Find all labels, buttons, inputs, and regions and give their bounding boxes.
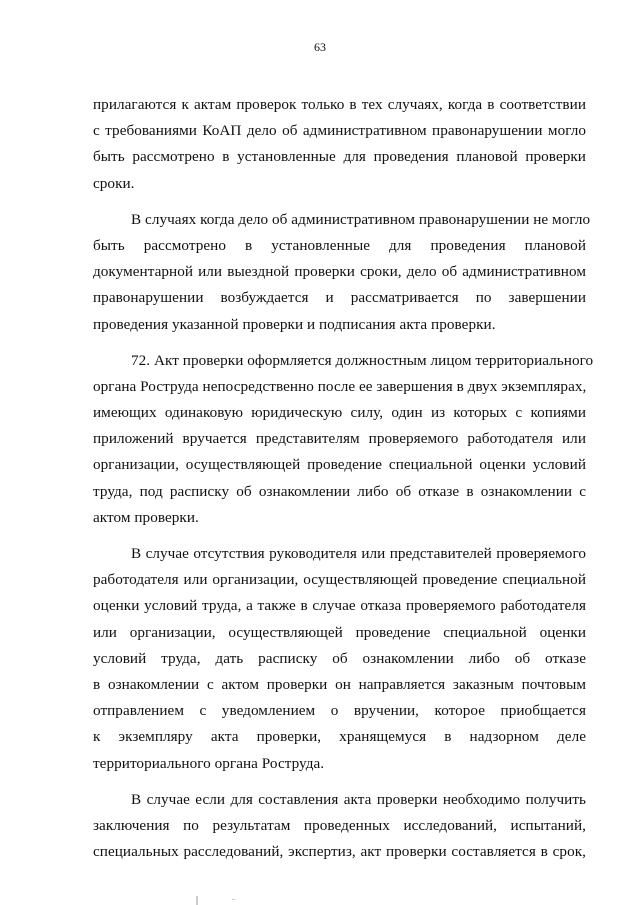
- text-line: приложений вручается представителям проверяемого работодателя или: [93, 430, 586, 448]
- page-number: 63: [314, 40, 326, 54]
- text-line: или организации, осуществляющей проведение специальной оценки: [93, 623, 586, 641]
- text-line: специальных расследований, экспертиз, акт проверки составляется в срок,: [93, 843, 586, 861]
- text-line: территориального органа Роструда.: [93, 754, 325, 772]
- text-line: работодателя или организации, осуществляющей проведение специальной: [93, 571, 586, 589]
- text-line: быть рассмотрено в установленные для проведения плановой проверки: [93, 148, 586, 166]
- paragraph: [93, 541, 586, 777]
- scan-artifact: [196, 896, 198, 905]
- text-line: быть рассмотрено в установленные для проведения плановой: [93, 236, 586, 254]
- text-line: органа Роструда непосредственно после ее завершения в двух экземплярах,: [93, 377, 587, 395]
- paragraph: [93, 207, 591, 338]
- text-line: заключения по результатам проведенных исследований, испытаний,: [93, 816, 586, 834]
- text-line: к экземпляру акта проверки, хранящемуся в надзорном деле: [93, 728, 586, 746]
- text-line: проведения указанной проверки и подписания акта проверки.: [93, 315, 496, 333]
- text-line: В случае если для составления акта проверки необходимо получить: [131, 790, 586, 808]
- text-line: условий труда, дать расписку об ознакомлении либо об отказе: [93, 649, 586, 667]
- text-line: с требованиями КоАП дело об административном правонарушении могло: [93, 122, 586, 140]
- document-body: [93, 92, 594, 865]
- text-line: труда, под расписку об ознакомлении либо об отказе в ознакомлении с: [93, 482, 586, 500]
- text-line: актом проверки.: [93, 508, 199, 526]
- text-line: В случае отсутствия руководителя или представителей проверяемого: [131, 545, 586, 562]
- text-line: организации, осуществляющей проведение специальной оценки условий: [93, 456, 586, 474]
- text-line: правонарушении возбуждается и рассматривается по завершении: [93, 289, 586, 307]
- text-line: В случаях когда дело об административном правонарушении не могло: [131, 210, 591, 228]
- text-line: отправлением с уведомлением о вручении, которое приобщается: [93, 702, 586, 720]
- scan-artifact: [232, 899, 235, 900]
- text-line: 72. Акт проверки оформляется должностным лицом территориального: [131, 351, 594, 369]
- text-line: прилагаются к актам проверок только в тех случаях, когда в соответствии: [93, 96, 586, 113]
- paragraph-item-72: [93, 348, 594, 531]
- text-line: оценки условий труда, а также в случае отказа проверяемого работодателя: [93, 597, 586, 615]
- paragraph: [93, 787, 586, 866]
- paragraph-continuation: [93, 92, 586, 197]
- text-line: документарной или выездной проверки сроки, дело об административном: [93, 263, 586, 281]
- text-line: в ознакомлении с актом проверки он направляется заказным почтовым: [93, 675, 586, 693]
- text-line: сроки.: [93, 174, 135, 192]
- text-line: имеющих одинаковую юридическую силу, один из которых с копиями: [93, 404, 586, 422]
